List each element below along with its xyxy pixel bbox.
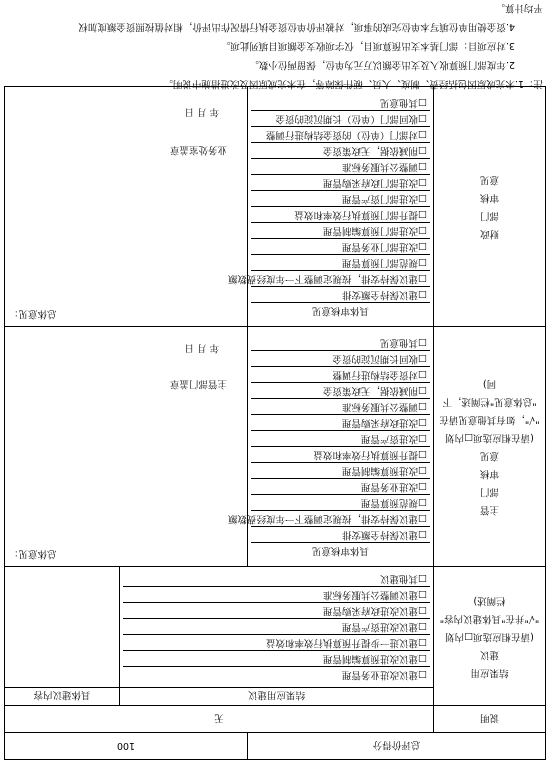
footnote: 注：1.未完成原因包括经费、制度、人员、硬件保障等，在未完成原因及改进措施中说明。 [163,78,543,89]
finance-option[interactable]: □改进部门资产管理 [251,190,430,206]
finance-overall-cell[interactable] [4,87,247,327]
footnote: 平均计算。 [495,2,543,13]
finance-option[interactable]: □对部门（单位）的资金结构进行调整 [251,126,430,142]
finance-option[interactable]: □削减依据，无政策资金 [251,142,430,158]
suggestion-option[interactable]: □建议改进资产管理 [123,619,430,635]
finance-option[interactable]: □收回部门（单位）长期沉淀的资金 [251,110,430,126]
score-row [4,733,545,760]
footnote: 2.年度部门预算收入及支出金额以万元为单位，保留两位小数。 [249,59,515,70]
dept-option[interactable]: □调整公共服务标准 [251,398,430,414]
suggestion-option[interactable]: □建议调整公共服务标准 [123,587,430,603]
dept-option[interactable]: □收回长期沉淀的资金 [251,350,430,366]
finance-option[interactable]: □其他意见 [380,97,427,108]
evaluation-table [4,86,546,760]
summary-row [4,706,545,733]
dept-option[interactable]: □规范预算管理 [251,494,430,510]
footnote: 4.资金使用单位填写本单位完成的事项，对被评价单位资金执行情况作出评价，相对值按照资金额度加权 [78,21,515,32]
finance-opinion-head: 具体审核意见 [251,302,430,318]
finance-overall-label: 总体意见： [8,308,57,319]
finance-opinion-options [228,87,433,327]
suggestion-instruction: 结果应用 建议 (请在相应选项□内划 "√"并在"具体建议内容" 栏阐述) [434,567,546,706]
suggestion-option[interactable]: □建议改进预算编制管理 [123,651,430,667]
dept-option[interactable]: □建议保持全额安排 [251,526,430,542]
suggestion-usage-header: 结果应用建议 [119,688,433,706]
suggestion-option[interactable]: □其他建议 [380,573,427,585]
dept-option[interactable]: □削减依据，无政策资金 [251,382,430,398]
suggestion-header-row [4,688,545,706]
suggestion-options [119,567,433,688]
dept-option[interactable]: □改进政府采购管理 [251,414,430,430]
finance-sign-label: 业务处室盖章 [169,144,227,155]
footnotes [7,0,543,93]
suggestion-option[interactable]: □建议进一步提升预算执行效率和效益 [123,635,430,651]
finance-option[interactable]: □建议保持安排，按规定调整下一年度经费数额 [251,270,430,286]
finance-option[interactable]: □规范部门预算管理 [251,254,430,270]
dept-sign-label: 主管部门盖章 [169,378,227,389]
dept-option[interactable]: □建议保持安排，按规定调整下一年度经费数额 [251,510,430,526]
dept-opinion-options [228,327,433,567]
suggestion-detail-cell[interactable] [4,567,119,688]
summary-label: 说明 [434,706,546,733]
finance-opinion-row [4,87,545,327]
dept-option[interactable]: □提升预算执行效率和效益 [251,446,430,462]
finance-option[interactable]: □改进部门业务管理 [251,238,430,254]
dept-option[interactable]: □改进预算编制管理 [251,462,430,478]
dept-opinion-head: 具体审核意见 [251,542,430,558]
finance-date-label: 年 月 日 [184,106,219,117]
finance-option[interactable]: □改进部门预算编制管理 [251,222,430,238]
dept-date-label: 年 月 日 [184,342,219,353]
dept-option[interactable]: □改进资产管理 [251,430,430,446]
dept-opinion-instruction: 主管 部门 审核 意见 (请在相应选项□内划 "√"，如有其他意见请在 "总体意见"栏阐述，下同) [434,327,546,567]
dept-opinion-row [4,327,545,567]
score-value: 100 [4,733,247,760]
dept-overall-label: 总体意见： [8,548,57,559]
score-label: 总评价得分 [247,733,545,760]
finance-option[interactable]: □提升部门预算执行效率和效益 [251,206,430,222]
dept-option[interactable]: □其他意见 [380,337,427,348]
dept-overall-cell[interactable] [4,327,247,567]
suggestion-option[interactable]: □建议改进政府采购管理 [123,603,430,619]
summary-value: 无 [4,706,433,733]
finance-opinion-instruction: 财政 部门 审核 意见 [434,87,546,327]
dept-option[interactable]: □对资金结构进行调整 [251,366,430,382]
finance-option[interactable]: □建议保持全额安排 [251,286,430,302]
suggestion-option[interactable]: □建议改进业务管理 [123,667,430,683]
suggestion-detail-header: 具体建议内容 [4,688,119,706]
finance-option[interactable]: □调整公共服务标准 [251,158,430,174]
dept-option[interactable]: □改进业务管理 [251,478,430,494]
finance-option[interactable]: □改进部门政府采购管理 [251,174,430,190]
footnote: 3.对应项目：部门基本支出预算项目，仅字项收支金额项目填列此项。 [220,40,515,51]
